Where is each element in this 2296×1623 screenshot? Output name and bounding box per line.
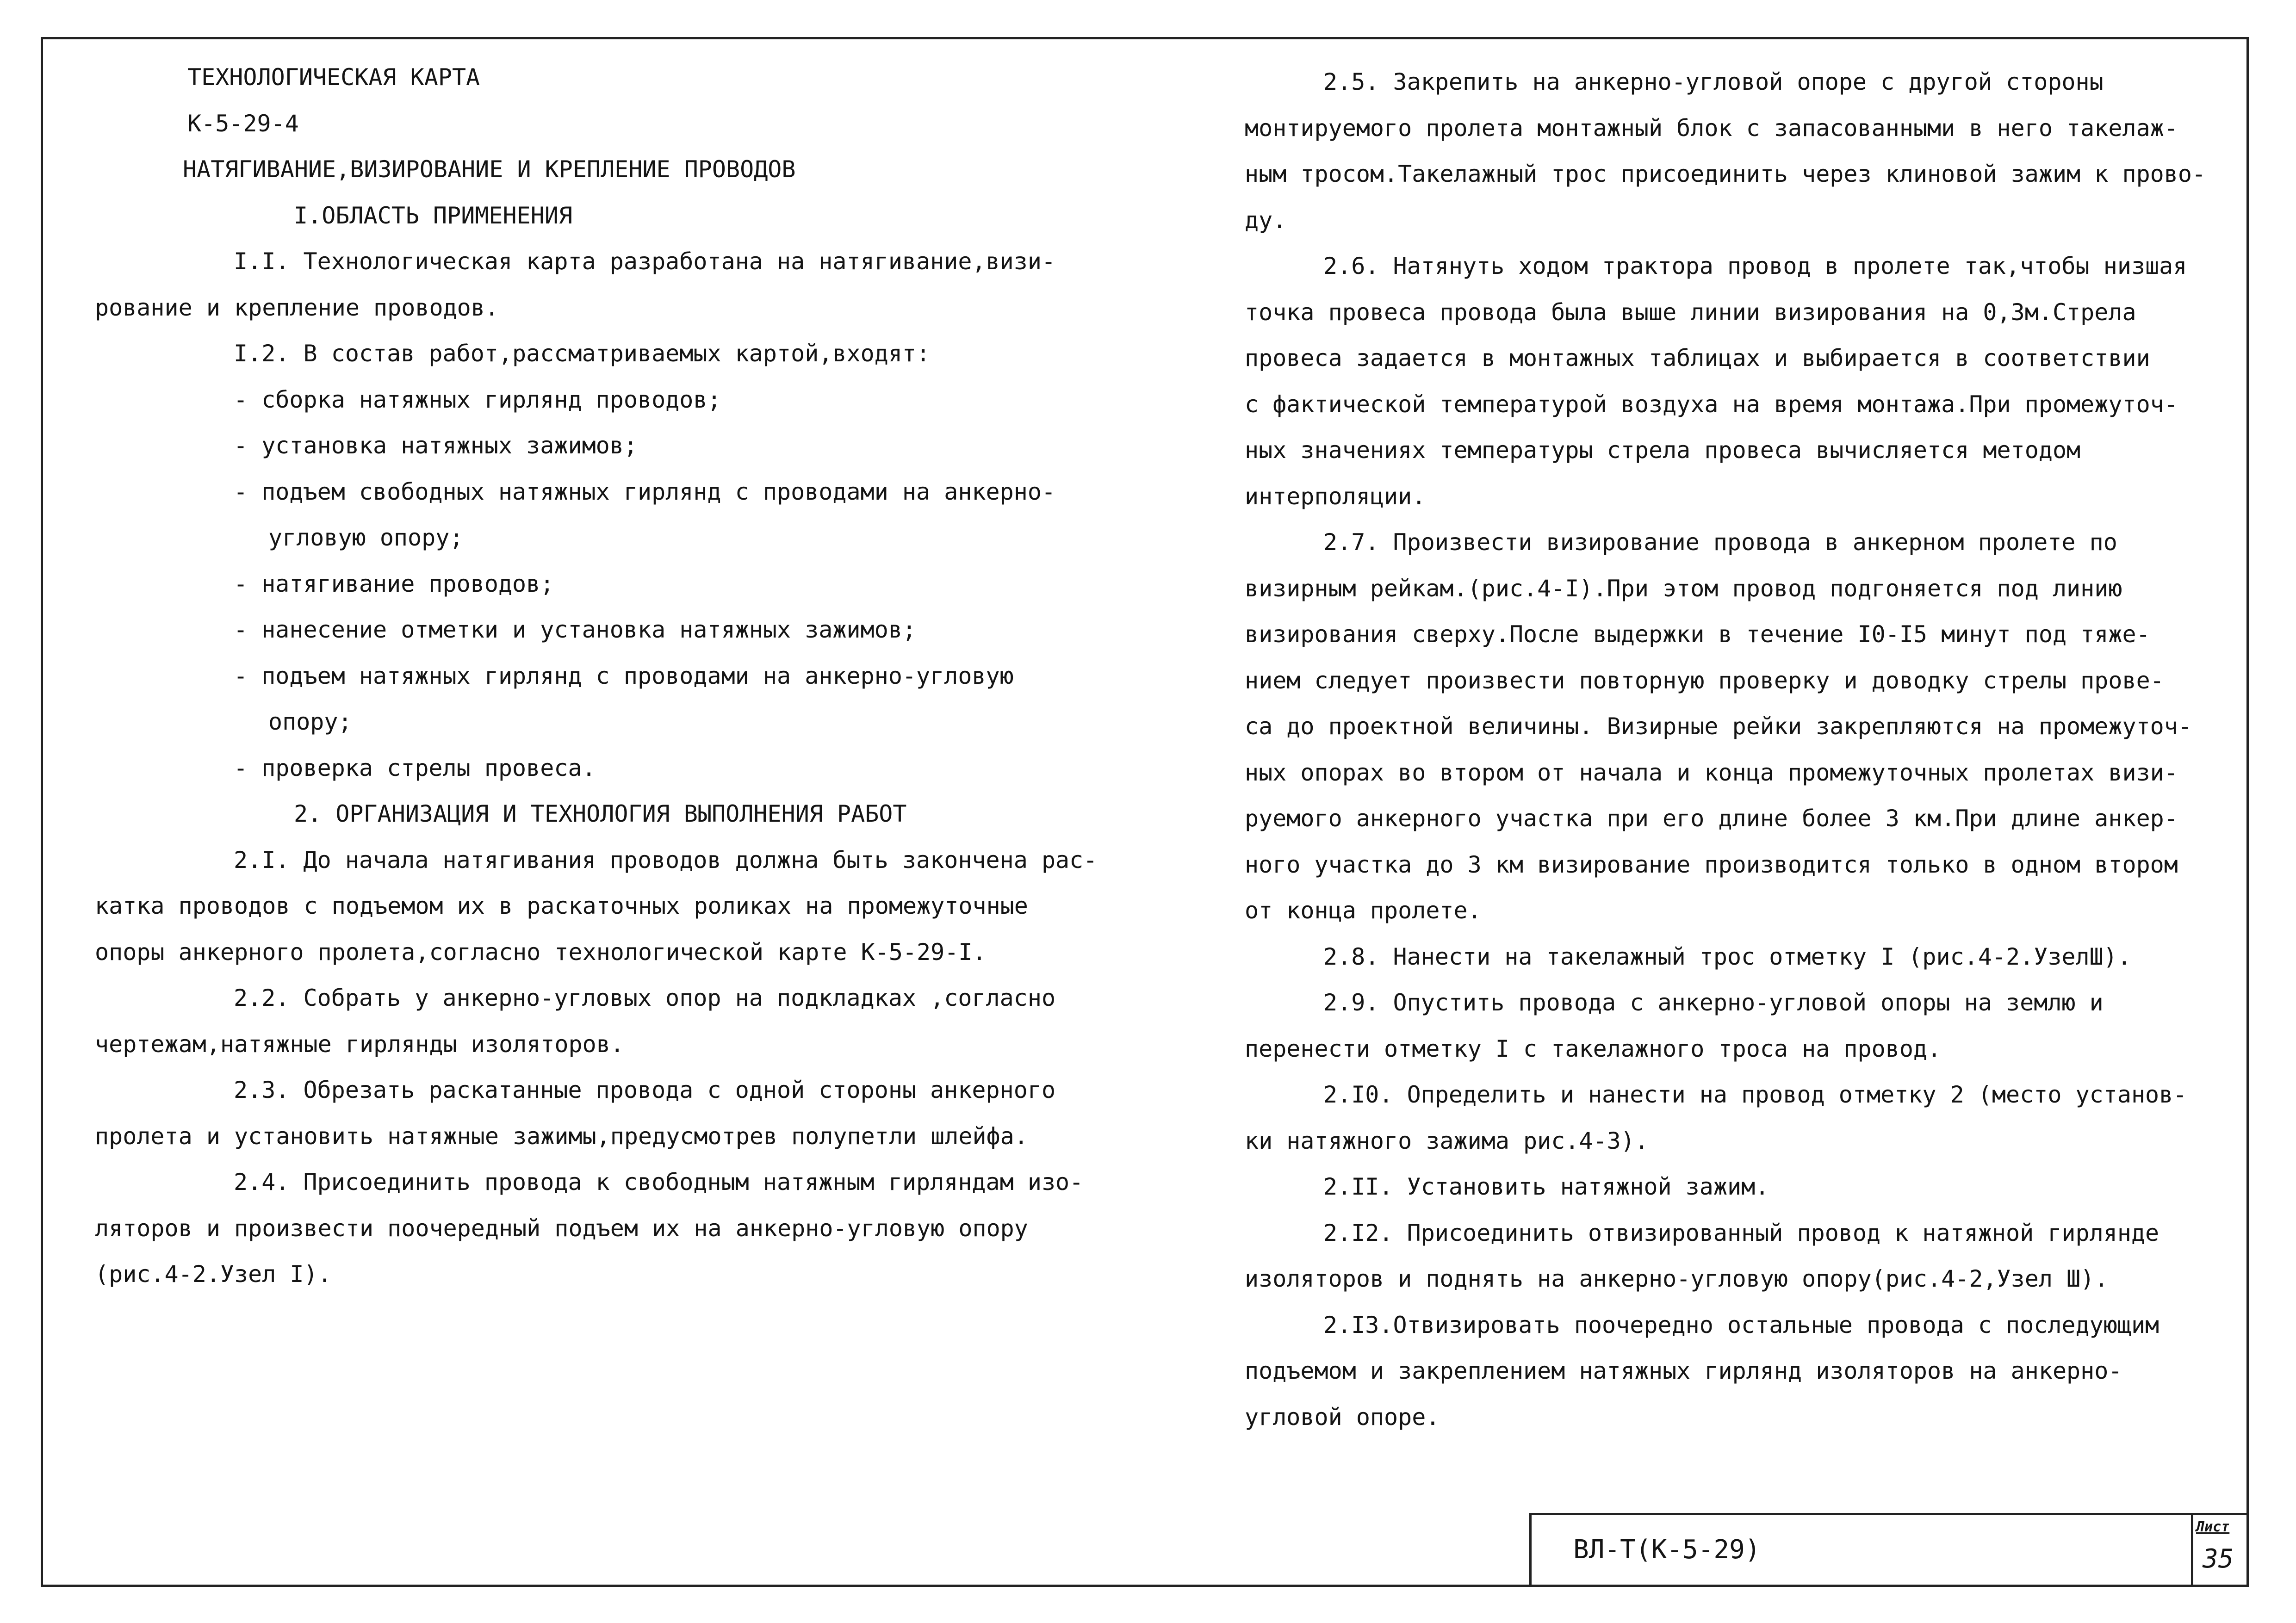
para-2-6-line: с фактической температурой воздуха на время монтажа.При промежуточ-	[1245, 390, 2178, 418]
para-2-7-line: ного участка до 3 км визирование производится только в одном втором	[1245, 851, 2178, 878]
para-2-7-line: ных опорах во втором от начала и конца промежуточных пролетах визи-	[1245, 759, 2178, 786]
para-2-4-line: (рис.4-2.Узел I).	[95, 1261, 332, 1288]
work-item: - установка натяжных зажимов;	[234, 432, 638, 459]
para-2-13-line: 2.I3.Отвизировать поочередно остальные провода с последующим	[1323, 1311, 2159, 1338]
para-2-7-line: руемого анкерного участка при его длине более 3 км.При длине анкер-	[1245, 805, 2178, 832]
work-item: - подъем свободных натяжных гирлянд с проводами на анкерно-	[234, 478, 1056, 505]
work-item: - натягивание проводов;	[234, 570, 554, 597]
para-2-12-line: 2.I2. Присоединить отвизированный провод к натяжной гирлянде	[1323, 1219, 2159, 1246]
para-2-10-line: 2.I0. Определить и нанести на провод отметку 2 (место установ-	[1323, 1081, 2187, 1108]
para-2-6-line: интерполяции.	[1245, 483, 1426, 510]
para-2-9-line: 2.9. Опустить провода с анкерно-угловой опоры на землю и	[1323, 989, 2104, 1016]
para-2-7-line: визирным рейкам.(рис.4-I).При этом провод подгоняется под линию	[1245, 575, 2122, 602]
para-2-6-line: ных значениях температуры стрела провеса вычисляется методом	[1245, 437, 2081, 464]
para-2-6-line: провеса задается в монтажных таблицах и выбирается в соответствии	[1245, 345, 2150, 372]
sheet-number: 35	[2203, 1544, 2234, 1574]
sheet-label: Лист	[2196, 1519, 2230, 1535]
para-2-6-line: точка провеса провода была выше линии визирования на 0,3м.Стрела	[1245, 298, 2136, 326]
para-2-9-line: перенести отметку I с такелажного троса на провод.	[1245, 1035, 1942, 1062]
para-2-4-line: 2.4. Присоединить провода к свободным натяжным гирляндам изо-	[234, 1169, 1084, 1196]
doc-subject: НАТЯГИВАНИЕ,ВИЗИРОВАНИЕ И КРЕПЛЕНИЕ ПРОВОДОВ	[183, 156, 796, 183]
work-item: - проверка стрелы провеса.	[234, 754, 596, 781]
right-column	[1245, 59, 2206, 1440]
para-2-7-line: от конца пролете.	[1245, 897, 1482, 924]
section-2-heading: 2. ОРГАНИЗАЦИЯ И ТЕХНОЛОГИЯ ВЫПОЛНЕНИЯ РАБОТ	[294, 800, 907, 827]
work-item: - сборка натяжных гирлянд проводов;	[234, 386, 721, 413]
section-1-heading: I.ОБЛАСТЬ ПРИМЕНЕНИЯ	[294, 202, 573, 229]
para-2-1-line: опоры анкерного пролета,согласно технологической карте К-5-29-I.	[95, 938, 987, 966]
para-2-11-line: 2.II. Установить натяжной зажим.	[1323, 1173, 1769, 1200]
para-2-1-line: катка проводов с подъемом их в раскаточных роликах на промежуточные	[95, 892, 1028, 919]
para-2-13-line: угловой опоре.	[1245, 1403, 1440, 1431]
left-column	[95, 55, 1097, 1298]
doc-code: К-5-29-4	[187, 110, 299, 137]
para-2-5-line: ду.	[1245, 206, 1287, 234]
document-code: ВЛ-Т(К-5-29)	[1573, 1535, 1761, 1565]
para-2-8-line: 2.8. Нанести на такелажный трос отметку I (рис.4-2.УзелШ).	[1323, 943, 2131, 970]
para-2-10-line: ки натяжного зажима рис.4-3).	[1245, 1127, 1649, 1154]
doc-title: ТЕХНОЛОГИЧЕСКАЯ КАРТА	[187, 64, 480, 91]
para-2-5-line: монтируемого пролета монтажный блок с запасованными в него такелаж-	[1245, 114, 2178, 142]
para-1-1-line-2: рование и крепление проводов.	[95, 294, 499, 321]
work-item-continuation: опору;	[268, 708, 352, 735]
para-2-5-line: ным тросом.Такелажный трос присоединить через клиновой зажим к прово-	[1245, 161, 2206, 187]
para-2-7-line: 2.7. Произвести визирование провода в анкерном пролете по	[1323, 529, 2117, 556]
para-1-2-intro: I.2. В состав работ,рассматриваемых картой,входят:	[234, 340, 931, 367]
work-item-continuation: угловую опору;	[268, 524, 464, 551]
para-2-4-line: ляторов и произвести поочередный подъем их на анкерно-угловую опору	[95, 1214, 1028, 1242]
para-2-7-line: нием следует произвести повторную проверку и доводку стрелы прове-	[1245, 667, 2164, 694]
para-1-1-line-1: I.I. Технологическая карта разработана на натягивание,визи-	[234, 248, 1056, 275]
para-2-2-line: чертежам,натяжные гирлянды изоляторов.	[95, 1030, 624, 1058]
para-2-3-line: 2.3. Обрезать раскатанные провода с одной стороны анкерного	[234, 1077, 1056, 1103]
para-2-5-line: 2.5. Закрепить на анкерно-угловой опоре с другой стороны	[1323, 68, 2104, 95]
para-2-7-line: визирования сверху.После выдержки в течение I0-I5 минут под тяже-	[1245, 621, 2150, 648]
work-item: - подъем натяжных гирлянд с проводами на анкерно-угловую	[234, 662, 1014, 689]
work-item: - нанесение отметки и установка натяжных зажимов;	[234, 616, 917, 643]
para-2-2-line: 2.2. Собрать у анкерно-угловых опор на подкладках ,согласно	[234, 985, 1056, 1011]
para-2-13-line: подъемом и закреплением натяжных гирлянд изоляторов на анкерно-	[1245, 1357, 2122, 1384]
para-2-6-line: 2.6. Натянуть ходом трактора провод в пролете так,чтобы низшая	[1323, 253, 2187, 279]
para-2-3-line: пролета и установить натяжные зажимы,предусмотрев полупетли шлейфа.	[95, 1122, 1028, 1150]
para-2-12-line: изоляторов и поднять на анкерно-угловую опору(рис.4-2,Узел Ш).	[1245, 1265, 2109, 1292]
title-block	[1529, 1513, 2249, 1587]
para-2-1-line: 2.I. До начала натягивания проводов должна быть закончена рас-	[234, 846, 1098, 873]
sheet-box	[2191, 1515, 2249, 1587]
para-2-7-line: са до проектной величины. Визирные рейки закрепляются на промежуточ-	[1245, 713, 2192, 740]
